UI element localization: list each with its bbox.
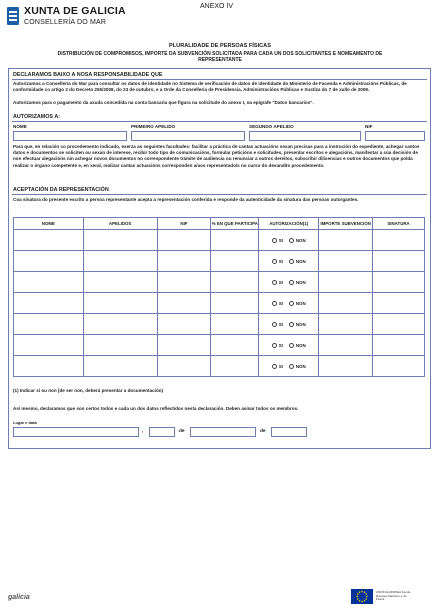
cell-nome[interactable] (14, 272, 84, 293)
date-de-2: de (260, 429, 266, 434)
cell-apelidos[interactable] (83, 230, 157, 251)
table-row (14, 356, 425, 377)
col-header-sinatura: SINATURA (373, 218, 425, 230)
cell-sinatura[interactable] (373, 272, 425, 293)
cell-apelidos[interactable] (83, 335, 157, 356)
radio-si[interactable] (272, 322, 283, 327)
page-header (0, 0, 439, 40)
radio-circle-icon (272, 343, 277, 348)
autorizacion-radio-group (259, 259, 318, 264)
final-declaration: Así mesmo, declaramos que son certos todos e cada un dos datos reflectidos nesta declaración. Deben asinar todos os membros. (13, 406, 299, 411)
radio-label: NON (295, 321, 306, 327)
main-title: PLURALIDADE DE PERSOAS FÍSICAS (169, 43, 271, 49)
cell-autorizacion (259, 356, 319, 377)
radio-si[interactable] (272, 364, 283, 369)
cell-participa[interactable] (211, 272, 259, 293)
cell-nif[interactable] (157, 335, 211, 356)
table-row (14, 335, 425, 356)
radio-circle-icon (272, 301, 277, 306)
year-field[interactable] (271, 427, 307, 437)
cell-autorizacion (259, 230, 319, 251)
radio-circle-icon (289, 322, 294, 327)
acceptance-text: Coa sinatura do presente escrito a persoa representante acepta a representación conferida e responde da autenticidade da sinatura das persoas outorgantes. (13, 197, 359, 202)
table-row (14, 272, 425, 293)
authorized-text: Para que, en relación co procedemento indicado, exerza as seguintes facultades: facilitar a práctica de cantas actuacións sexan precisas para a instrución do expediente, achegar cantos datos e documentos se soliciten ou sexan de interese, recibir todo tipo de comunicacións, formular peticións e solicitudes, presentar escritos e alegacións, manifestar a súa decisión de non efectuar alegacións nin achegar novos documentos no correspondente trámite de audiencia ou renunciar a outros dereitos, subscribir dilixencias e outros documentos que polda realizar o órgano competente e, en xeral, realizar cantas actuacións corresponden a/aos representado/s no curso do devandito procedemento. (13, 144, 420, 168)
declaration-heading: DECLARAMOS BAIXO A NOSA RESPONSABILIDADE QUE (13, 72, 163, 78)
radio-circle-icon (289, 259, 294, 264)
col-header-autorizacion: AUTORIZACIÓN(1) (259, 218, 319, 230)
cell-importe[interactable] (319, 335, 373, 356)
radio-label: NON (295, 258, 306, 264)
radio-label: SI (278, 342, 283, 348)
eu-flag-icon (351, 589, 373, 604)
cell-importe[interactable] (319, 251, 373, 272)
radio-non[interactable] (289, 301, 306, 306)
cell-nif[interactable] (157, 314, 211, 335)
table-row (14, 251, 425, 272)
department-name: CONSELLERÍA DO MAR (24, 18, 107, 26)
annex-label: ANEXO IV (200, 3, 234, 10)
col-header-apelidos: APELIDOS (83, 218, 157, 230)
radio-label: SI (278, 363, 283, 369)
day-field[interactable] (149, 427, 175, 437)
autorizacion-radio-group (259, 238, 318, 243)
cell-autorizacion (259, 251, 319, 272)
declaration-text-1: Autorizamos a Consellería do Mar para consultar os datos de identidade no Sistema de verificación de datos de identidade do Ministerio de Facenda e Administracións Públicas, de conformidade co artigo 2 do Decreto 255/2008, do 23 de outubro, e a Orde da Consellería de Presidencia, Administracións Públicas e Xustiza do 7 de xullo de 2009. (13, 81, 407, 93)
cell-sinatura[interactable] (373, 314, 425, 335)
cell-apelidos[interactable] (83, 314, 157, 335)
xunta-emblem-icon (6, 5, 20, 27)
representatives-table (13, 217, 425, 377)
label-primeiro-apelido: PRIMEIRO APELIDO (131, 124, 176, 129)
radio-non[interactable] (289, 259, 306, 264)
radio-non[interactable] (289, 280, 306, 285)
cell-nome[interactable] (14, 230, 84, 251)
nome-field[interactable] (13, 131, 127, 141)
cell-autorizacion (259, 272, 319, 293)
radio-circle-icon (289, 238, 294, 243)
radio-circle-icon (272, 280, 277, 285)
cell-nome[interactable] (14, 335, 84, 356)
divider (12, 194, 427, 195)
table-row (14, 293, 425, 314)
place-date-label: Lugar e data (13, 420, 37, 425)
cell-nome[interactable] (14, 356, 84, 377)
cell-sinatura[interactable] (373, 293, 425, 314)
cell-nome[interactable] (14, 251, 84, 272)
autorizacion-radio-group (259, 322, 318, 327)
radio-si[interactable] (272, 301, 283, 306)
table-body (14, 230, 425, 377)
cell-participa[interactable] (211, 314, 259, 335)
radio-circle-icon (289, 280, 294, 285)
table-row (14, 314, 425, 335)
cell-autorizacion (259, 314, 319, 335)
cell-participa[interactable] (211, 251, 259, 272)
radio-non[interactable] (289, 322, 306, 327)
radio-label: NON (295, 300, 306, 306)
footnote: (1) Indicar si ou non (de ser non, deberá presentar a documentación) (13, 388, 164, 393)
radio-circle-icon (289, 343, 294, 348)
radio-circle-icon (289, 364, 294, 369)
autorizacion-radio-group (259, 280, 318, 285)
document-titles (40, 43, 400, 64)
cell-nif[interactable] (157, 230, 211, 251)
label-nome: NOME (13, 124, 27, 129)
label-segundo-apelido: SEGUNDO APELIDO (249, 124, 294, 129)
cell-nome[interactable] (14, 314, 84, 335)
eu-footer (351, 589, 414, 604)
place-field[interactable] (13, 427, 139, 437)
autorizacion-radio-group (259, 364, 318, 369)
radio-non[interactable] (289, 238, 306, 243)
radio-si[interactable] (272, 259, 283, 264)
cell-autorizacion (259, 335, 319, 356)
radio-label: NON (295, 279, 306, 285)
cell-participa[interactable] (211, 356, 259, 377)
cell-importe[interactable] (319, 356, 373, 377)
col-header-nif: NIF (157, 218, 211, 230)
date-comma: , (142, 429, 144, 434)
galicia-footer-logo: galicia (8, 594, 30, 601)
radio-label: SI (278, 279, 283, 285)
cell-nif[interactable] (157, 356, 211, 377)
cell-nif[interactable] (157, 251, 211, 272)
cell-nome[interactable] (14, 293, 84, 314)
cell-nif[interactable] (157, 272, 211, 293)
month-field[interactable] (190, 427, 256, 437)
divider (12, 79, 427, 80)
col-header-participa: % EN QUE PARTICIPA (211, 218, 259, 230)
radio-circle-icon (272, 259, 277, 264)
form-box (8, 68, 431, 449)
radio-non[interactable] (289, 343, 306, 348)
table-row (14, 230, 425, 251)
radio-non[interactable] (289, 364, 306, 369)
radio-circle-icon (272, 322, 277, 327)
col-header-nome: NOME (14, 218, 84, 230)
xunta-logo (6, 5, 126, 27)
org-name: XUNTA DE GALICIA (24, 5, 126, 18)
radio-si[interactable] (272, 280, 283, 285)
cell-importe[interactable] (319, 293, 373, 314)
declaration-text-2: Autorizamos para o pagamento da axuda concedida na conta bancaria que figura na solicitude do anexo I, na epígrafe "Datos bancarios". (13, 100, 314, 105)
radio-label: NON (295, 237, 306, 243)
nif-field[interactable] (365, 131, 425, 141)
cell-apelidos[interactable] (83, 251, 157, 272)
cell-importe[interactable] (319, 230, 373, 251)
col-header-importe: IMPORTE SUBVENCIÓN (319, 218, 373, 230)
radio-label: SI (278, 300, 283, 306)
radio-circle-icon (272, 364, 277, 369)
autorizacion-radio-group (259, 343, 318, 348)
radio-si[interactable] (272, 238, 283, 243)
date-de-1: de (179, 429, 185, 434)
cell-sinatura[interactable] (373, 356, 425, 377)
radio-circle-icon (289, 301, 294, 306)
eu-fund-text: UNIÓN EUROPEA Fondo Europeo Marítimo e de Pesca (376, 590, 411, 602)
cell-importe[interactable] (319, 272, 373, 293)
cell-participa[interactable] (211, 293, 259, 314)
label-nif: NIF (365, 124, 373, 129)
cell-sinatura[interactable] (373, 251, 425, 272)
autorizacion-radio-group (259, 301, 318, 306)
cell-participa[interactable] (211, 230, 259, 251)
radio-label: NON (295, 363, 306, 369)
sub-title: DISTRIBUCIÓN DE COMPROMISOS, IMPORTE DA SUBVENCIÓN SOLICITADA PARA CADA UN DOS SOLICITANTES E NOMEAMENTO DE REPRESENTANTE (57, 51, 383, 64)
primeiro-apelido-field[interactable] (131, 131, 245, 141)
radio-si[interactable] (272, 343, 283, 348)
divider (12, 121, 427, 122)
radio-label: SI (278, 237, 283, 243)
authorized-heading: AUTORIZAMOS A: (13, 114, 61, 120)
radio-label: SI (278, 321, 283, 327)
table-header-row (14, 218, 425, 230)
radio-label: NON (295, 342, 306, 348)
radio-label: SI (278, 258, 283, 264)
cell-sinatura[interactable] (373, 230, 425, 251)
radio-circle-icon (272, 238, 277, 243)
segundo-apelido-field[interactable] (249, 131, 361, 141)
cell-sinatura[interactable] (373, 335, 425, 356)
acceptance-heading: ACEPTACIÓN DA REPRESENTACIÓN (13, 187, 109, 193)
cell-apelidos[interactable] (83, 356, 157, 377)
cell-participa[interactable] (211, 335, 259, 356)
cell-apelidos[interactable] (83, 293, 157, 314)
cell-apelidos[interactable] (83, 272, 157, 293)
cell-nif[interactable] (157, 293, 211, 314)
cell-importe[interactable] (319, 314, 373, 335)
cell-autorizacion (259, 293, 319, 314)
